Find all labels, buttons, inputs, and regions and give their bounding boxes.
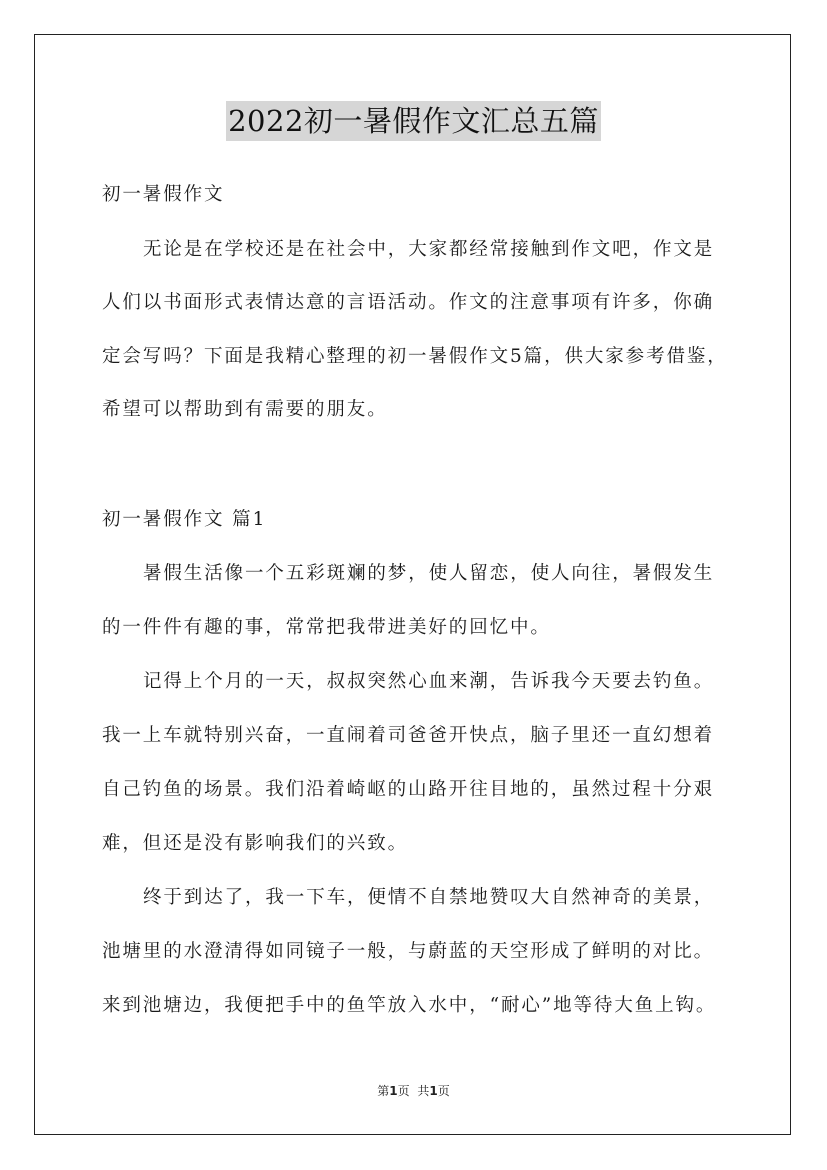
body-line: 的一件件有趣的事，常常把我带进美好的回忆中。 <box>102 617 551 638</box>
page-footer <box>0 1083 827 1099</box>
document-title: 2022初一暑假作文汇总五篇 <box>226 101 601 141</box>
page-suffix: 页 <box>397 1084 410 1098</box>
body-line: 来到池塘边，我便把手中的鱼竿放入水中，“耐心”地等待大鱼上钩。 <box>102 995 717 1016</box>
title-area <box>0 101 827 141</box>
body-line: 我一上车就特别兴奋，一直闹着司爸爸开快点，脑子里还一直幻想着 <box>102 725 715 746</box>
total-prefix: 共 <box>417 1084 430 1098</box>
body-line: 自己钓鱼的场景。我们沿着崎岖的山路开往目地的，虽然过程十分艰 <box>102 779 715 800</box>
intro-line: 定会写吗？下面是我精心整理的初一暑假作文5篇，供大家参考借鉴， <box>102 346 728 367</box>
body-line: 暑假生活像一个五彩斑斓的梦，使人留恋，使人向往，暑假发生 <box>143 563 715 584</box>
intro-line: 希望可以帮助到有需要的朋友。 <box>102 399 388 420</box>
intro-heading: 初一暑假作文 <box>102 184 225 205</box>
intro-line: 无论是在学校还是在社会中，大家都经常接触到作文吧，作文是 <box>143 239 715 260</box>
body-line: 池塘里的水澄清得如同镜子一般，与蔚蓝的天空形成了鲜明的对比。 <box>102 941 715 962</box>
body-line: 终于到达了，我一下车，便情不自禁地赞叹大自然神奇的美景， <box>143 887 715 908</box>
page-prefix: 第 <box>377 1084 390 1098</box>
section-heading: 初一暑假作文 篇1 <box>102 509 267 530</box>
body-line: 记得上个月的一天，叔叔突然心血来潮，告诉我今天要去钓鱼。 <box>143 671 715 692</box>
intro-line: 人们以书面形式表情达意的言语活动。作文的注意事项有许多，你确 <box>102 292 715 313</box>
total-suffix: 页 <box>437 1084 450 1098</box>
page-total: 1 <box>429 1084 438 1098</box>
body-line: 难，但还是没有影响我们的兴致。 <box>102 833 409 854</box>
page-number: 1 <box>389 1084 398 1098</box>
